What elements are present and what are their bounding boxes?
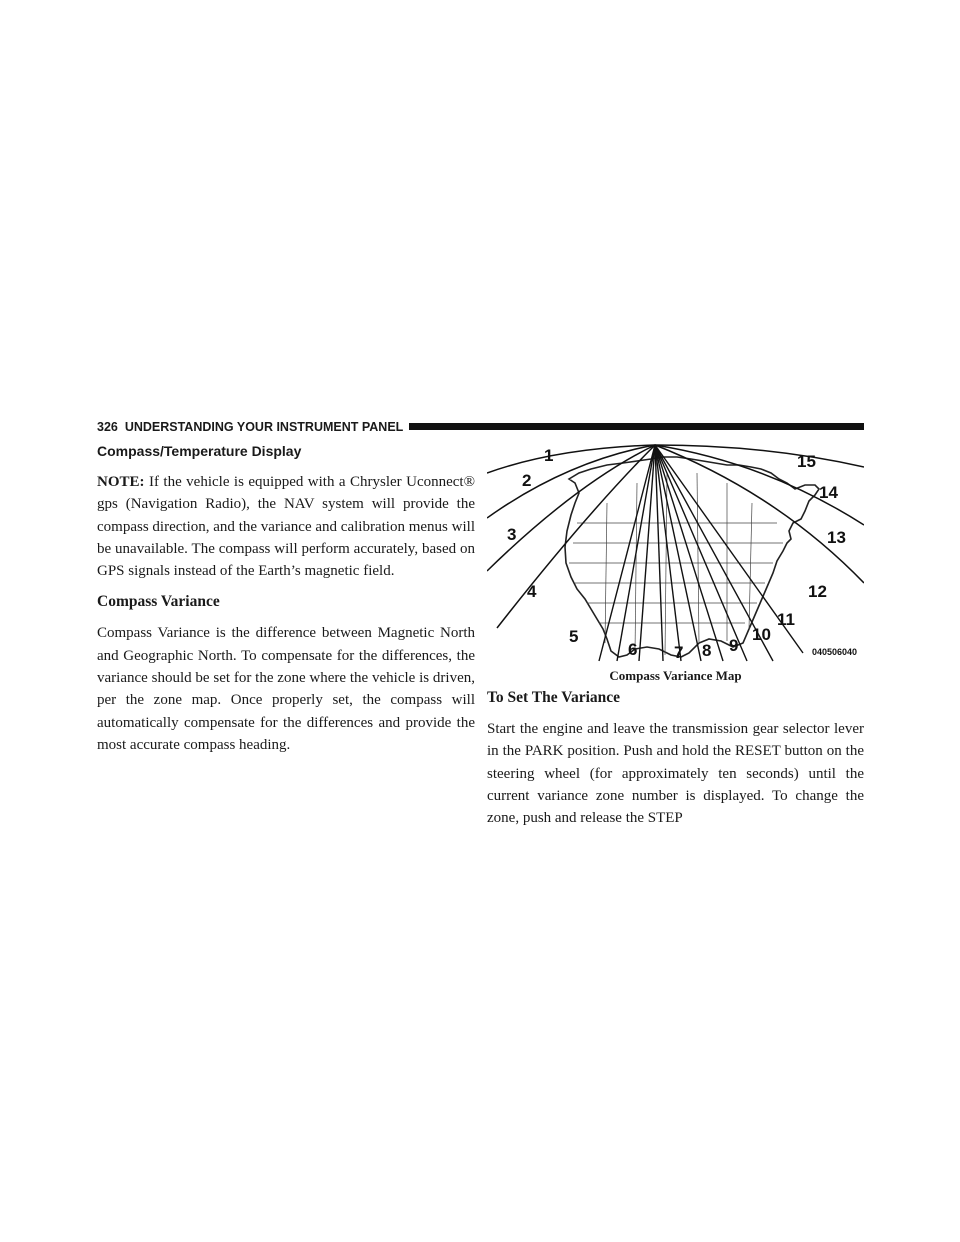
page-number: 326 [97,420,118,434]
section-title: Compass/Temperature Display [97,443,302,459]
zone-label-1: 1 [544,446,554,465]
map-caption: Compass Variance Map [609,668,742,683]
arc-zone-15-14 [655,445,864,467]
state-borders [569,473,783,655]
compass-variance-map [487,443,864,683]
zone-label-3: 3 [507,525,517,544]
figure-code: 040506040 [812,647,858,657]
chapter-title: UNDERSTANDING YOUR INSTRUMENT PANEL [124,420,404,434]
zone-label-6: 6 [628,640,638,659]
zone-label-2: 2 [522,471,532,490]
set-variance-heading: To Set The Variance [487,689,621,706]
right-column [487,443,864,827]
arc-zone-13-12 [655,445,864,583]
zone-label-11: 11 [777,610,795,629]
page-header [97,418,864,436]
right-text-block [487,687,864,829]
zone-labels [507,446,857,662]
zone-label-7: 7 [674,643,684,662]
header-text [97,418,409,436]
zone-label-5: 5 [569,627,579,646]
compass-variance-paragraph: Compass Variance is the difference between Magnetic North and Geographic North. To compensate for the differences, the variance should be set for the zone where the vehicle is driven, per the zone map. Once properly set, the compass will automatically compensate for the differences and provide the most accurate compass heading. [97,625,475,753]
zone-label-13: 13 [827,528,846,547]
left-column [97,440,475,756]
zone-label-9: 9 [729,636,739,655]
zone-label-10: 10 [752,625,771,644]
compass-variance-heading: Compass Variance [97,593,220,611]
note-label: NOTE: [97,474,145,490]
zone-label-14: 14 [819,483,838,502]
zone-label-8: 8 [702,641,712,660]
note-paragraph [97,471,475,582]
arc-zone-3-4 [487,445,655,571]
map-graphic [487,443,864,663]
arc-zone-2-3 [487,445,655,518]
zone-label-12: 12 [808,582,827,601]
set-variance-paragraph: Start the engine and leave the transmission gear selector lever in the PARK position. Push and hold the RESET button on the steering wheel (for approximately ten seconds) until the current variance zone number is displayed. To change the zone, push and release the STEP [487,721,864,827]
note-text: If the vehicle is equipped with a Chrysler Uconnect® gps (Navigation Radio), the NAV system will provide the compass direction, and the variance and calibration menus will be unavailable. The compass will perform accurately, based on GPS signals instead of the Earth’s magnetic field. [97,474,475,580]
zone-label-4: 4 [527,582,537,601]
zone-label-15: 15 [797,452,816,471]
